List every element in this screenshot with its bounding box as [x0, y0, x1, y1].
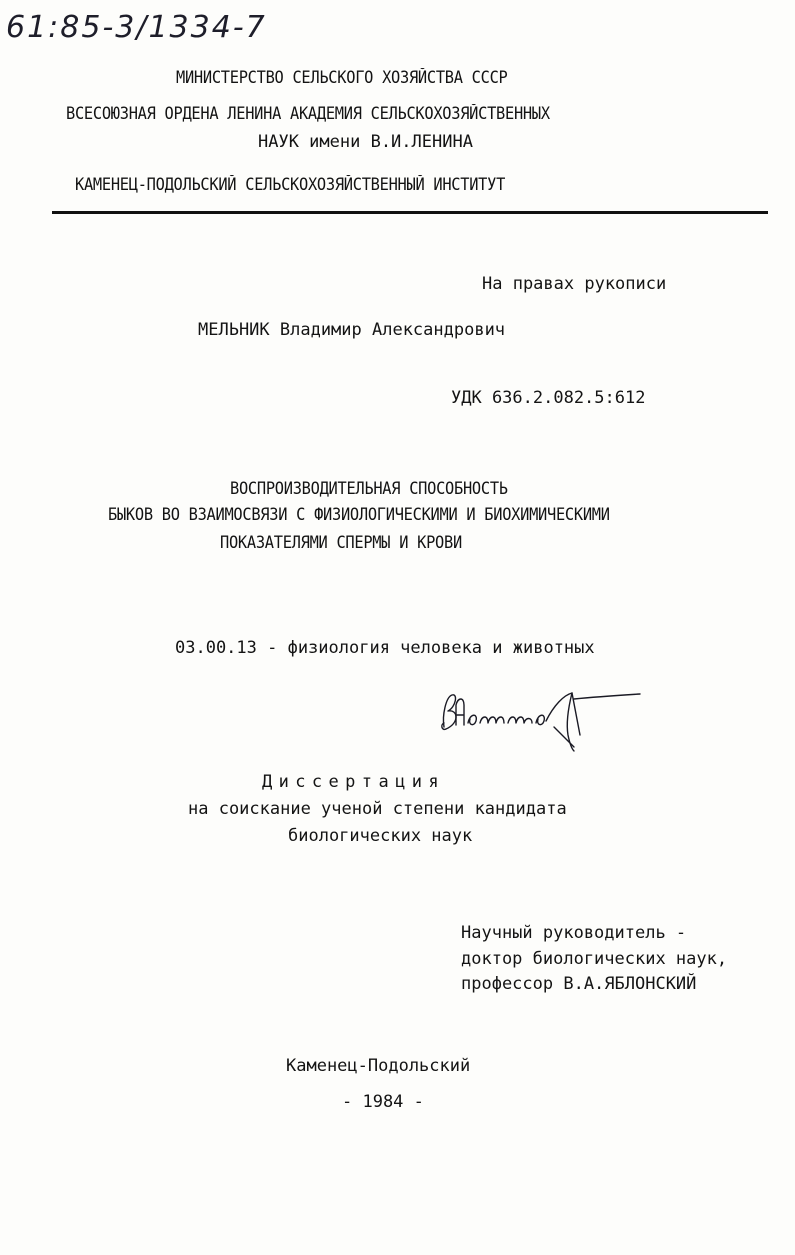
- field-line: биологических наук: [288, 826, 473, 846]
- manuscript-rights-note: На правах рукописи: [482, 274, 667, 294]
- archive-handwritten-mark: 61:85-3/1334-7: [6, 10, 267, 45]
- academy-heading-line2: НАУК имени В.И.ЛЕНИНА: [258, 132, 473, 152]
- ministry-heading: МИНИСТЕРСТВО СЕЛЬСКОГО ХОЗЯЙСТВА СССР: [176, 68, 508, 87]
- document-type-heading: Диссертация: [262, 772, 445, 792]
- supervisor-degree: доктор биологических наук,: [461, 949, 728, 969]
- degree-line: на соискание ученой степени кандидата: [188, 799, 567, 819]
- header-divider: [52, 211, 768, 214]
- thesis-title-line1: ВОСПРОИЗВОДИТЕЛЬНАЯ СПОСОБНОСТЬ: [230, 479, 508, 498]
- institute-heading: КАМЕНЕЦ-ПОДОЛЬСКИЙ СЕЛЬСКОХОЗЯЙСТВЕННЫЙ ИНСТИТУТ: [75, 175, 506, 194]
- academy-heading-line1: ВСЕСОЮЗНАЯ ОРДЕНА ЛЕНИНА АКАДЕМИЯ СЕЛЬСКОХОЗЯЙСТВЕННЫХ: [66, 104, 550, 123]
- supervisor-role: Научный руководитель -: [461, 923, 687, 943]
- specialty-code: 03.00.13 - физиология человека и животных: [175, 638, 595, 658]
- supervisor-name: профессор В.А.ЯБЛОНСКИЙ: [461, 974, 697, 994]
- publication-year: - 1984 -: [342, 1092, 424, 1112]
- author-name: МЕЛЬНИК Владимир Александрович: [198, 320, 506, 340]
- publication-place: Каменец-Подольский: [286, 1056, 471, 1076]
- thesis-title-line2: БЫКОВ ВО ВЗАИМОСВЯЗИ С ФИЗИОЛОГИЧЕСКИМИ И БИОХИМИЧЕСКИМИ: [108, 505, 610, 524]
- udc-code: УДК 636.2.082.5:612: [451, 388, 646, 408]
- author-signature: [434, 675, 644, 755]
- thesis-title-line3: ПОКАЗАТЕЛЯМИ СПЕРМЫ И КРОВИ: [220, 533, 462, 552]
